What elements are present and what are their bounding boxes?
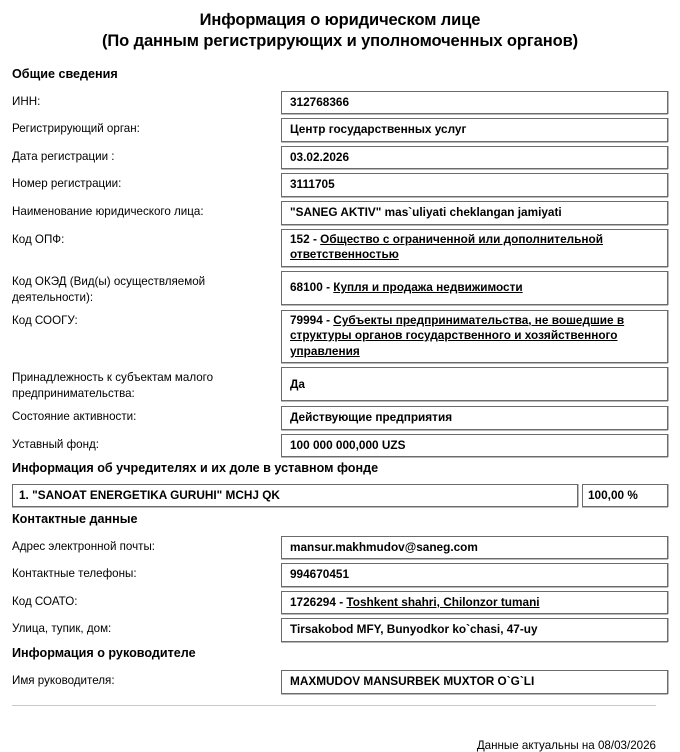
field-value-charter-fund[interactable] xyxy=(281,434,668,458)
field-row-oked-code xyxy=(12,271,668,306)
field-value-inn-text: 312768366 xyxy=(290,94,350,109)
page-title xyxy=(12,10,668,52)
field-label-email: Адрес электронной почты: xyxy=(12,539,156,553)
page-title-line-1: Информация о юридическом лице xyxy=(199,11,481,29)
field-value-opf-code[interactable] xyxy=(281,229,668,267)
soogu-code-prefix: 79994 - xyxy=(290,312,334,327)
founder-share[interactable] xyxy=(582,484,668,507)
oked-code-link[interactable]: Купля и продажа недвижимости xyxy=(333,279,523,294)
footer-actuality-note: Данные актуальны на 08/03/2026 xyxy=(476,738,656,752)
field-value-registering-body[interactable] xyxy=(281,118,668,142)
section-heading-contacts: Контактные данные xyxy=(12,512,138,527)
field-row-director-name xyxy=(12,670,668,694)
field-value-email-text: mansur.makhmudov@saneg.com xyxy=(290,539,478,554)
field-value-street[interactable] xyxy=(281,618,668,642)
section-heading-founders: Информация об учредителях и их доле в уставном фонде xyxy=(12,461,379,476)
opf-code-prefix: 152 - xyxy=(290,231,321,246)
field-value-small-business-text: Да xyxy=(290,376,305,391)
field-label-soato-code: Код СОАТО: xyxy=(12,594,78,608)
field-value-phones-text: 994670451 xyxy=(290,567,350,582)
field-value-small-business[interactable] xyxy=(281,367,668,401)
soogu-code-link[interactable]: Субъекты предпринимательства, не вошедшие в структуры органов государственного и хозяйственного управления xyxy=(290,312,625,358)
founder-name[interactable] xyxy=(12,484,578,507)
field-row-soogu-code xyxy=(12,310,668,364)
field-label-director-name: Имя руководителя: xyxy=(12,674,115,688)
field-row-street xyxy=(12,618,668,642)
field-value-oked-code-text xyxy=(290,280,660,296)
field-label-registering-body: Регистрирующий орган: xyxy=(12,122,140,136)
opf-code-link[interactable]: Общество с ограниченной или дополнительной ответственностью xyxy=(290,231,603,262)
field-value-phones[interactable] xyxy=(281,563,668,587)
field-value-opf-code-text xyxy=(290,232,660,263)
field-value-activity-state[interactable] xyxy=(281,406,668,430)
field-row-charter-fund xyxy=(12,434,668,458)
field-label-small-business: Принадлежность к субъектам малого предпринимательства: xyxy=(12,371,214,401)
section-heading-general: Общие сведения xyxy=(12,67,118,82)
field-value-legal-entity-name-text: "SANEG AKTIV" mas`uliyati cheklangan jamiyati xyxy=(290,204,562,219)
field-row-phones xyxy=(12,563,668,587)
field-row-soato-code xyxy=(12,591,668,615)
field-row-inn xyxy=(12,91,668,115)
field-label-phones: Контактные телефоны: xyxy=(12,567,137,581)
field-value-director-name[interactable] xyxy=(281,670,668,694)
field-value-registration-date-text: 03.02.2026 xyxy=(290,149,350,164)
founder-name-text: 1. "SANOAT ENERGETIKA GURUHI" MCHJ QK xyxy=(19,487,280,502)
field-value-soato-code[interactable] xyxy=(281,591,668,615)
field-value-legal-entity-name[interactable] xyxy=(281,201,668,225)
field-row-registration-number xyxy=(12,173,668,197)
field-label-opf-code: Код ОПФ: xyxy=(12,232,65,246)
field-value-soato-code-text xyxy=(290,595,660,611)
field-label-street: Улица, тупик, дом: xyxy=(12,622,112,636)
field-value-street-text: Tirsakobod MFY, Bunyodkor ko`chasi, 47-uy xyxy=(290,622,538,637)
page-title-line-2: (По данным регистрирующих и уполномоченных органов) xyxy=(101,32,579,51)
field-value-registering-body-text: Центр государственных услуг xyxy=(290,122,467,137)
oked-code-prefix: 68100 - xyxy=(290,279,334,294)
soato-code-prefix: 1726294 - xyxy=(290,594,347,609)
field-row-opf-code xyxy=(12,229,668,267)
field-row-activity-state xyxy=(12,406,668,430)
field-value-email[interactable] xyxy=(281,536,668,560)
field-value-registration-number-text: 3111705 xyxy=(290,177,335,192)
footer-divider xyxy=(12,705,656,706)
field-label-legal-entity-name: Наименование юридического лица: xyxy=(12,204,204,218)
field-value-activity-state-text: Действующие предприятия xyxy=(290,410,453,425)
field-value-registration-date[interactable] xyxy=(281,146,668,170)
field-row-email xyxy=(12,536,668,560)
field-value-director-name-text: MAXMUDOV MANSURBEK MUXTOR O`G`LI xyxy=(290,674,535,689)
field-label-charter-fund: Уставный фонд: xyxy=(12,437,99,451)
field-label-oked-code: Код ОКЭД (Вид(ы) осуществляемой деятельности): xyxy=(12,274,206,304)
field-value-charter-fund-text: 100 000 000,000 UZS xyxy=(290,437,406,452)
field-label-inn: ИНН: xyxy=(12,94,41,108)
field-label-registration-number: Номер регистрации: xyxy=(12,177,122,191)
field-value-inn[interactable] xyxy=(281,91,668,115)
field-row-registration-date xyxy=(12,146,668,170)
field-label-registration-date: Дата регистрации : xyxy=(12,149,115,163)
field-row-registering-body xyxy=(12,118,668,142)
field-value-soogu-code-text xyxy=(290,313,660,360)
section-heading-director: Информация о руководителе xyxy=(12,645,196,660)
field-label-activity-state: Состояние активности: xyxy=(12,410,137,424)
field-value-registration-number[interactable] xyxy=(281,173,668,197)
field-row-small-business xyxy=(12,367,668,402)
field-value-soogu-code[interactable] xyxy=(281,310,668,364)
field-label-soogu-code: Код СООГУ: xyxy=(12,313,78,327)
field-row-legal-entity-name xyxy=(12,201,668,225)
legal-entity-information-page xyxy=(0,10,680,752)
founder-row xyxy=(12,484,668,507)
soato-code-link[interactable]: Toshkent shahri, Chilonzor tumani xyxy=(346,594,540,609)
founder-share-text: 100,00 % xyxy=(588,487,638,502)
field-value-oked-code[interactable] xyxy=(281,271,668,305)
